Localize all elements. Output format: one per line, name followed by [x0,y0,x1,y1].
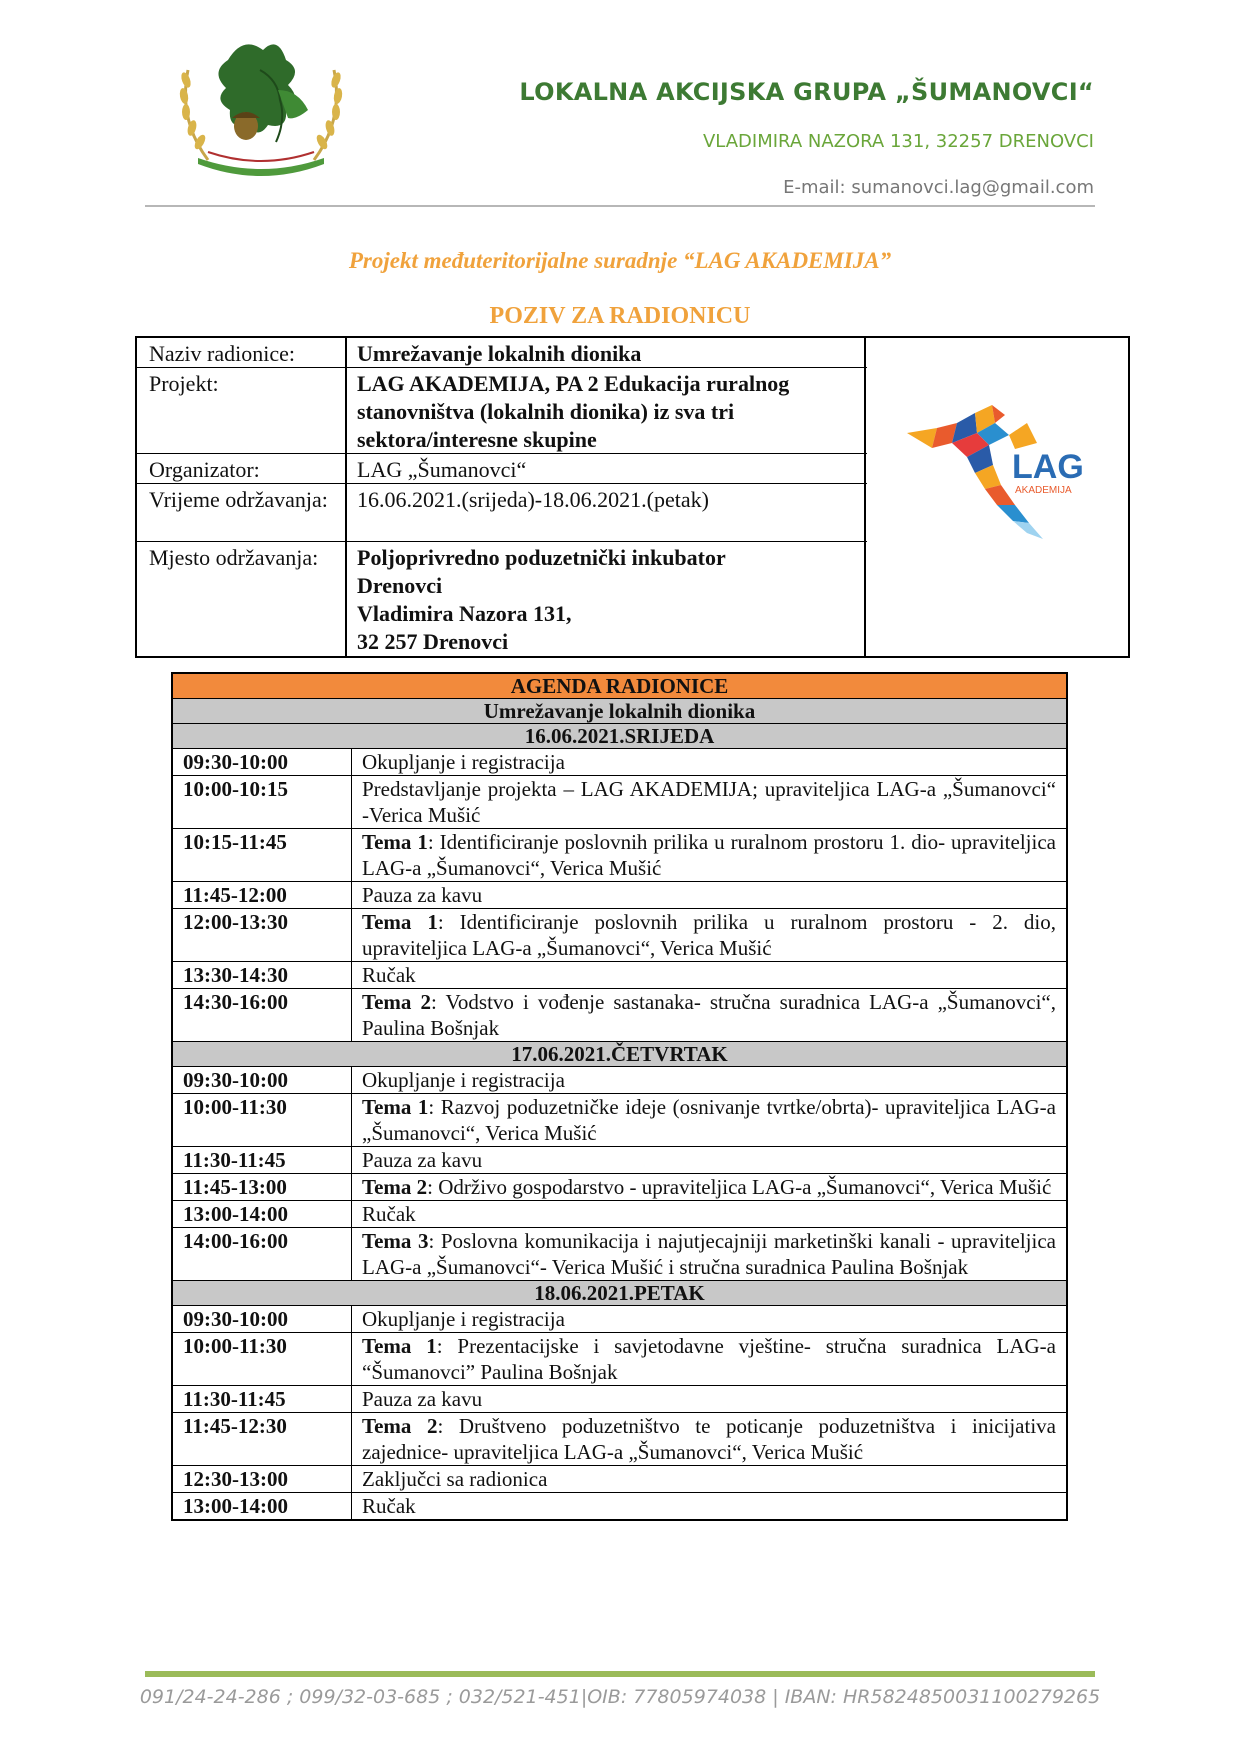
agenda-subtitle: Umrežavanje lokalnih dionika [173,699,1066,724]
agenda-text: Zaključci sa radionica [362,1467,548,1491]
agenda-text: : Održivo gospodarstvo - upraviteljica LAG-a „Šumanovci“, Verica Mušić [427,1175,1052,1199]
agenda-row [173,882,1066,909]
agenda-row [173,1147,1066,1174]
lag-logo-subtext: AKADEMIJA [1015,485,1072,496]
agenda-tema: Tema 1 [362,830,428,854]
agenda-desc [352,962,1066,988]
agenda-row [173,1306,1066,1333]
agenda-time: 11:30-11:45 [173,1386,352,1412]
agenda-text: Okupljanje i registracija [362,1068,565,1092]
lag-akademija-logo-icon [897,393,1097,543]
agenda-row [173,1333,1066,1386]
agenda-row [173,749,1066,776]
info-value-line: 32 257 Drenovci [357,629,509,654]
agenda-row [173,1228,1066,1281]
agenda-text: Pauza za kavu [362,883,483,907]
agenda-tema: Tema 1 [362,1334,437,1358]
agenda-text: Predstavljanje projekta – LAG AKADEMIJA; upraviteljica LAG-a „Šumanovci“ -Verica Mušić [362,777,1056,827]
agenda-time: 11:45-13:00 [173,1174,352,1200]
agenda-time: 10:00-10:15 [173,776,352,828]
agenda-desc [352,1386,1066,1412]
agenda-text: Pauza za kavu [362,1148,483,1172]
agenda-time: 10:00-11:30 [173,1094,352,1146]
agenda-time: 10:15-11:45 [173,829,352,881]
lag-logo-text: LAG [1012,448,1084,486]
info-value: LAG „Šumanovci“ [357,457,527,482]
agenda-tema: Tema 1 [362,910,438,934]
agenda-row [173,989,1066,1042]
agenda-time: 09:30-10:00 [173,749,352,775]
info-row [137,338,867,368]
agenda-text: : Vodstvo i vođenje sastanaka- stručna suradnica LAG-a „Šumanovci“, Paulina Bošnjak [362,990,1056,1040]
agenda-row [173,1094,1066,1147]
agenda-time: 11:30-11:45 [173,1147,352,1173]
agenda-desc [352,1174,1066,1200]
column-divider [345,338,347,656]
organization-email: E-mail: sumanovci.lag@gmail.com [783,177,1094,198]
agenda-text: Ručak [362,1202,416,1226]
info-value: LAG AKADEMIJA, PA 2 Edukacija ruralnog stanovništva (lokalnih dionika) iz sva tri sektora/interesne skupine [357,371,790,452]
agenda-row [173,1067,1066,1094]
agenda-text: : Prezentacijske i savjetodavne vještine- stručna suradnica LAG-a “Šumanovci” Paulina Bošnjak [362,1334,1056,1384]
info-row [137,454,867,484]
agenda-desc [352,1201,1066,1227]
agenda-text: Ručak [362,963,416,987]
agenda-desc [352,1493,1066,1519]
agenda-desc [352,1067,1066,1093]
agenda-time: 12:00-13:30 [173,909,352,961]
agenda-text: : Identificiranje poslovnih prilika u ruralnom prostoru 1. dio- upraviteljica LAG-a „Šumanovci“, Verica Mušić [362,830,1056,880]
agenda-desc [352,829,1066,881]
agenda-desc [352,989,1066,1041]
agenda-desc [352,749,1066,775]
agenda-day-header: 17.06.2021.ČETVRTAK [173,1042,1066,1067]
agenda-desc [352,1094,1066,1146]
info-row [137,484,867,542]
invitation-title: POZIV ZA RADIONICU [489,303,751,329]
agenda-desc [352,1228,1066,1280]
info-row [137,368,867,454]
info-table [135,336,1130,658]
info-label: Vrijeme održavanja: [149,487,328,512]
agenda-desc [352,1306,1066,1332]
agenda-time: 13:00-14:00 [173,1201,352,1227]
info-value-line: Drenovci [357,573,443,598]
info-label: Projekt: [149,371,219,396]
footer-divider [145,1671,1095,1677]
info-label: Organizator: [149,457,260,482]
agenda-row [173,776,1066,829]
footer-contact-info: 091/24-24-286 ; 099/32-03-685 ; 032/521-451|OIB: 77805974038 | IBAN: HR5824850031100279265 [139,1686,1101,1708]
agenda-text: : Društveno poduzetništvo te poticanje poduzetništva i inicijativa zajednice- upraviteljica LAG-a „Šumanovci“, Verica Mušić [362,1414,1056,1464]
agenda-day-header: 16.06.2021.SRIJEDA [173,724,1066,749]
agenda-time: 09:30-10:00 [173,1306,352,1332]
agenda-text: Ručak [362,1494,416,1518]
agenda-day-header: 18.06.2021.PETAK [173,1281,1066,1306]
agenda-desc [352,1333,1066,1385]
project-line: Projekt međuteritorijalne suradnje “LAG AKADEMIJA” [348,248,892,273]
agenda-row [173,1493,1066,1519]
agenda-text: Okupljanje i registracija [362,1307,565,1331]
info-value: Umrežavanje lokalnih dionika [357,341,642,366]
organization-address: VLADIMIRA NAZORA 131, 32257 DRENOVCI [702,131,1094,152]
info-value-line: Poljoprivredno poduzetnički inkubator [357,545,726,570]
agenda-time: 12:30-13:00 [173,1466,352,1492]
agenda-desc [352,909,1066,961]
agenda-time: 10:00-11:30 [173,1333,352,1385]
agenda-tema: Tema 2 [362,990,431,1014]
header-divider [145,205,1095,207]
agenda-time: 09:30-10:00 [173,1067,352,1093]
agenda-time: 11:45-12:00 [173,882,352,908]
info-row [137,542,867,656]
agenda-row [173,1386,1066,1413]
agenda-row [173,1174,1066,1201]
agenda-row [173,829,1066,882]
column-divider [864,338,866,656]
agenda-text: Okupljanje i registracija [362,750,565,774]
agenda-time: 14:00-16:00 [173,1228,352,1280]
info-value: 16.06.2021.(srijeda)-18.06.2021.(petak) [357,487,709,512]
agenda-desc [352,776,1066,828]
agenda-desc [352,882,1066,908]
info-value-line: Vladimira Nazora 131, [357,601,572,626]
lag-sumanovci-logo-icon [168,30,354,186]
agenda-text: : Poslovna komunikacija i najutjecajniji marketinški kanali - upraviteljica LAG-a „Šumanovci“- Verica Mušić i stručna suradnica Paulina Bošnjak [362,1229,1056,1279]
agenda-time: 13:30-14:30 [173,962,352,988]
agenda-text: Pauza za kavu [362,1387,483,1411]
agenda-text: : Razvoj poduzetničke ideje (osnivanje tvrtke/obrta)- upraviteljica LAG-a „Šumanovci“, Verica Mušić [362,1095,1056,1145]
agenda-row [173,1201,1066,1228]
agenda-row [173,909,1066,962]
agenda-time: 14:30-16:00 [173,989,352,1041]
agenda-desc [352,1147,1066,1173]
agenda-row [173,1413,1066,1466]
agenda-title: AGENDA RADIONICE [173,674,1066,699]
agenda-tema: Tema 3 [362,1229,429,1253]
agenda-time: 11:45-12:30 [173,1413,352,1465]
agenda-time: 13:00-14:00 [173,1493,352,1519]
info-label: Mjesto održavanja: [149,545,319,570]
agenda-table [171,672,1068,1521]
agenda-tema: Tema 2 [362,1414,438,1438]
agenda-tema: Tema 1 [362,1095,429,1119]
info-value [357,544,857,656]
agenda-text: : Identificiranje poslovnih prilika u ruralnom prostoru - 2. dio, upraviteljica LAG-a „Šumanovci“, Verica Mušić [362,910,1056,960]
agenda-desc [352,1413,1066,1465]
agenda-tema: Tema 2 [362,1175,428,1199]
agenda-row [173,962,1066,989]
agenda-row [173,1466,1066,1493]
organization-name: LOKALNA AKCIJSKA GRUPA „ŠUMANOVCI“ [519,78,1094,106]
agenda-desc [352,1466,1066,1492]
info-label: Naziv radionice: [149,341,295,366]
